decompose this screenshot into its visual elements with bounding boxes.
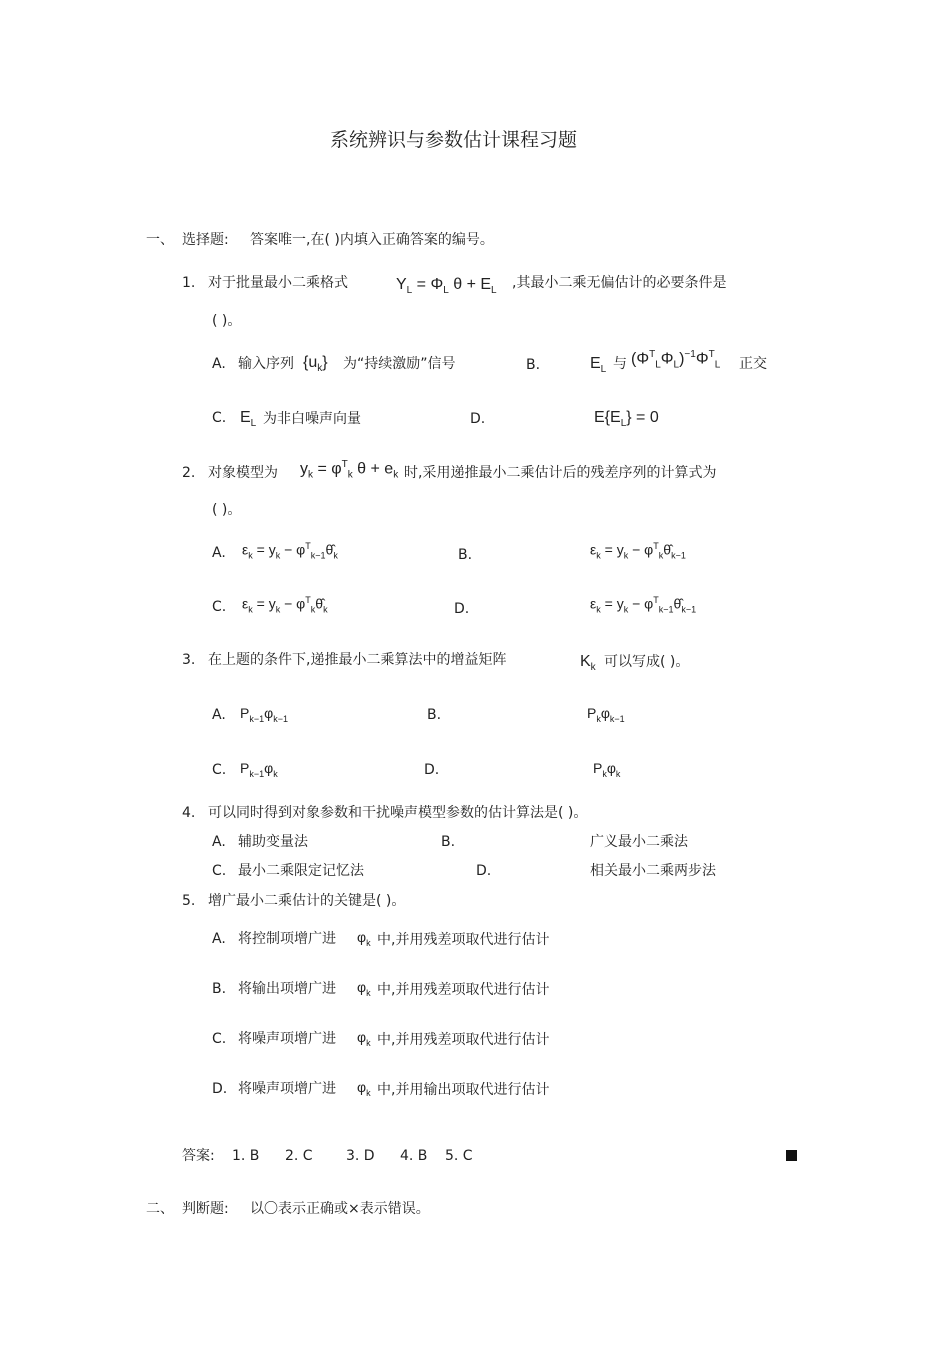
q2-option-a-letter: A.	[212, 545, 226, 561]
q2-text: 对象模型为	[208, 465, 278, 481]
q5-option-c-letter: C.	[212, 1031, 227, 1047]
q1-formula: $Y_L = \Phi_L$ $\theta + E_L$	[396, 276, 497, 297]
q5-option-b-phi: $\varphi_k$	[357, 979, 371, 998]
q5-option-a-letter: A.	[212, 931, 226, 947]
q1-option-c-letter: C.	[212, 410, 227, 426]
section1-instruction: 答案唯一,在( )内填入正确答案的编号。	[250, 232, 494, 248]
q4-option-d-text: 相关最小二乘两步法	[590, 863, 716, 879]
section2-number: 二、	[146, 1201, 174, 1217]
page-title: 系统辨识与参数估计课程习题	[330, 129, 578, 151]
q5-option-d-post: 中,并用输出项取代进行估计	[377, 1082, 550, 1098]
q4-text: 可以同时得到对象参数和干扰噪声模型参数的估计算法是( )。	[208, 805, 588, 821]
q3-formula: $K_k$	[580, 653, 596, 674]
q4-option-a-text: 辅助变量法	[238, 834, 308, 850]
q1-option-d-letter: D.	[470, 411, 486, 427]
q5-option-c-post: 中,并用残差项取代进行估计	[377, 1032, 550, 1048]
answer-item: 5. C	[445, 1148, 473, 1164]
q5-number: 5.	[182, 893, 196, 909]
q1-number: 1.	[182, 275, 196, 291]
q3-option-c-letter: C.	[212, 762, 227, 778]
q2-option-b-letter: B.	[458, 547, 473, 563]
q5-option-c-pre: 将噪声项增广进	[238, 1031, 336, 1047]
q5-text: 增广最小二乘估计的关键是( )。	[208, 893, 406, 909]
q5-option-b-letter: B.	[212, 981, 227, 997]
q4-option-c-text: 最小二乘限定记忆法	[238, 863, 364, 879]
q2-option-c-letter: C.	[212, 599, 227, 615]
section1-label: 选择题:	[182, 232, 229, 248]
q3-text: 在上题的条件下,递推最小二乘算法中的增益矩阵	[208, 652, 507, 668]
section1-number: 一、	[146, 232, 174, 248]
q3-option-a-formula: $P_{k-1}\varphi_{k-1}$	[240, 705, 288, 724]
q1-option-b-yu: 与	[613, 356, 627, 372]
q2-blank: ( )。	[212, 502, 242, 518]
q1-option-a-letter: A.	[212, 356, 226, 372]
q5-option-a-phi: $\varphi_k$	[357, 929, 371, 948]
answers-label: 答案:	[182, 1148, 215, 1164]
end-marker-square	[786, 1150, 797, 1161]
q4-option-b-text: 广义最小二乘法	[590, 834, 688, 850]
q1-option-b-letter: B.	[526, 357, 541, 373]
answer-item: 3. D	[346, 1148, 375, 1164]
q1-option-b-tail: 正交	[739, 356, 767, 372]
answer-item: 2. C	[285, 1148, 313, 1164]
q2-number: 2.	[182, 465, 196, 481]
q5-option-d-phi: $\varphi_k$	[357, 1079, 371, 1098]
q1-tail: ,其最小二乘无偏估计的必要条件是	[512, 275, 727, 291]
q5-option-b-pre: 将输出项增广进	[238, 981, 336, 997]
q2-option-b-formula: $\varepsilon_k = y_k$ − $\varphi^T_k\thetâ_{k-1}$	[590, 541, 686, 561]
q1-text: 对于批量最小二乘格式	[208, 275, 348, 291]
section2-label: 判断题:	[182, 1201, 229, 1217]
q3-option-b-formula: $P_k\varphi_{k-1}$	[587, 705, 625, 724]
q1-option-b-formula-1: $E_L$	[590, 355, 607, 376]
q2-option-d-letter: D.	[454, 601, 470, 617]
q2-option-d-formula: $\varepsilon_k = y_k$ − $\varphi^T_{k-1}\thetâ_{k-1}$	[590, 595, 697, 615]
q1-option-b-formula-2: $(\Phi^T_L\Phi_L)^{-1}\Phi^T_L$	[631, 349, 721, 371]
q5-option-d-letter: D.	[212, 1081, 228, 1097]
q1-blank: ( )。	[212, 313, 242, 329]
q5-option-a-post: 中,并用残差项取代进行估计	[377, 932, 550, 948]
section2-instruction: 以〇表示正确或×表示错误。	[250, 1201, 430, 1217]
q1-option-a-text: 输入序列	[238, 356, 294, 372]
q4-option-a-letter: A.	[212, 834, 226, 850]
q5-option-b-post: 中,并用残差项取代进行估计	[377, 982, 550, 998]
q3-option-d-letter: D.	[424, 762, 440, 778]
answer-item: 1. B	[232, 1148, 260, 1164]
q2-tail: 时,采用递推最小二乘估计后的残差序列的计算式为	[404, 465, 717, 481]
q4-option-b-letter: B.	[441, 834, 456, 850]
q3-number: 3.	[182, 652, 196, 668]
q2-option-a-formula: $\varepsilon_k = y_k$ − $\varphi^T_{k-1}\thetâ_k$	[242, 541, 338, 561]
q5-option-a-pre: 将控制项增广进	[238, 931, 336, 947]
q5-option-c-phi: $\varphi_k$	[357, 1029, 371, 1048]
q3-option-d-formula: $P_k\varphi_k$	[593, 760, 621, 779]
q3-option-c-formula: $P_{k-1}\varphi_k$	[240, 760, 278, 779]
q1-option-c-formula: $E_L$	[240, 409, 257, 430]
q4-option-d-letter: D.	[476, 863, 492, 879]
answer-item: 4. B	[400, 1148, 428, 1164]
q1-option-a-formula: $\{u_k\}$	[303, 354, 328, 375]
q3-option-a-letter: A.	[212, 707, 226, 723]
q5-option-d-pre: 将噪声项增广进	[238, 1081, 336, 1097]
q1-option-c-text: 为非白噪声向量	[263, 411, 361, 427]
q3-tail: 可以写成( )。	[604, 654, 690, 670]
q4-number: 4.	[182, 805, 196, 821]
q4-option-c-letter: C.	[212, 863, 227, 879]
q1-option-d-formula: $E\{E_L\} = 0$	[594, 409, 659, 430]
q3-option-b-letter: B.	[427, 707, 442, 723]
q2-option-c-formula: $\varepsilon_k = y_k$ − $\varphi^T_k\thetâ_k$	[242, 595, 328, 615]
q2-formula: $y_k = \varphi^T_k$ $\theta + e_k$	[300, 459, 399, 481]
q1-option-a-tail: 为“持续激励”信号	[343, 356, 456, 372]
